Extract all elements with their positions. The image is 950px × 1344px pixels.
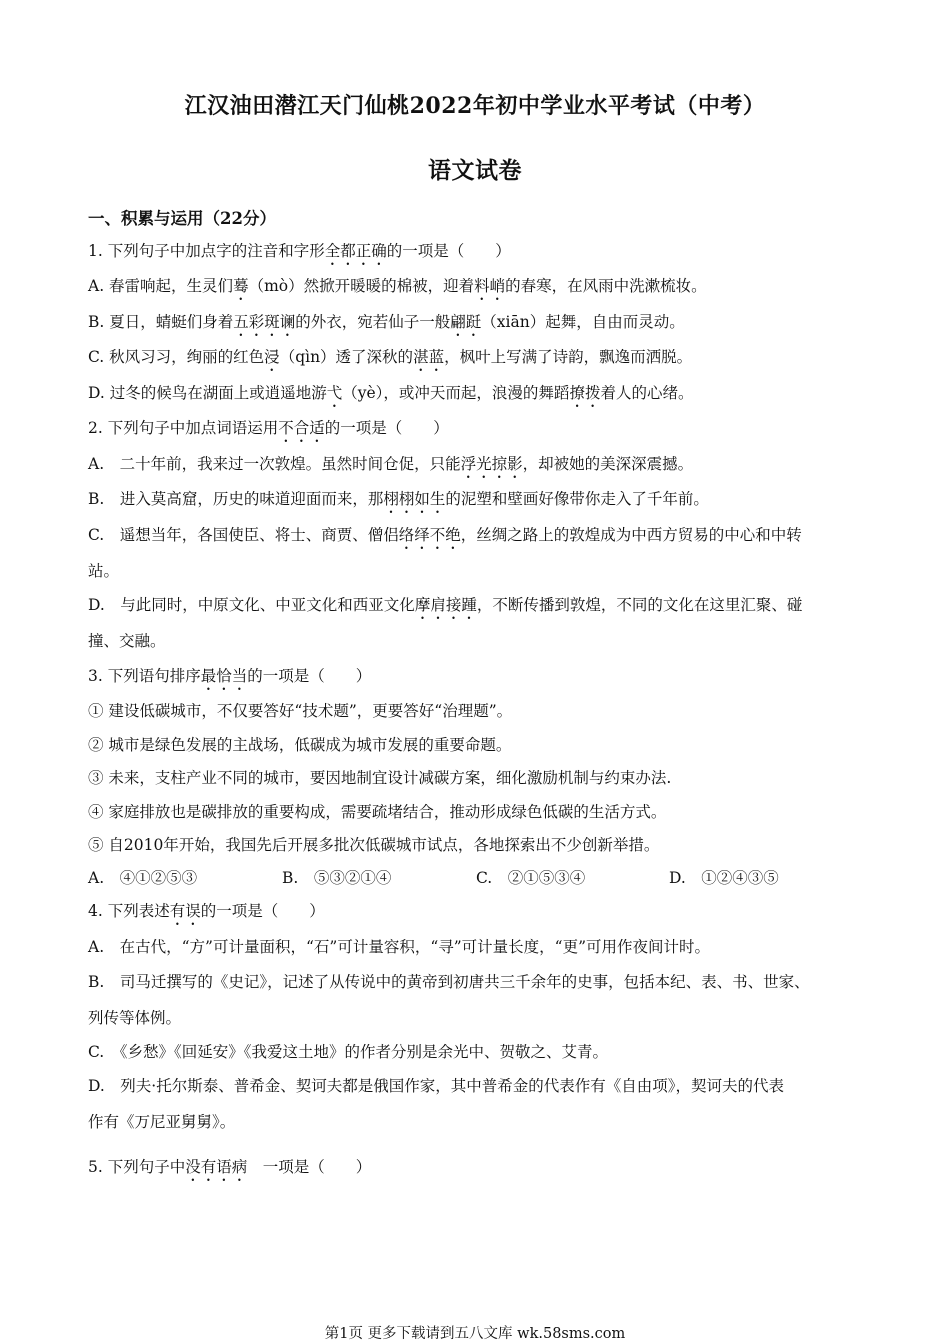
- q3-option-a: A. ④①②⑤③: [88, 869, 198, 887]
- q4-option-b: B. 司马迁撰写的《史记》，记述了从传说中的黄帝到初唐共三千余年的史事，包括本纪、表、书、世家、: [88, 973, 810, 991]
- q1-option-d: D. 过冬的候鸟在湖面上或逍遥地游弋（yè），或冲天而起，浪漫的舞蹈撩拨着人的心绪。: [88, 384, 694, 402]
- q3-sentence-3: ③ 未来，支柱产业不同的城市，要因地制宜设计减碳方案，细化激励机制与约束办法.: [88, 769, 672, 787]
- q4-option-b-continued: 列传等体例。: [88, 1009, 182, 1027]
- q3-sentence-5: ⑤ 自2010年开始，我国先后开展多批次低碳城市试点，各地探索出不少创新举措。: [88, 836, 660, 854]
- q2-option-d-continued: 撞、交融。: [88, 632, 166, 650]
- q2-option-c-continued: 站。: [88, 562, 120, 580]
- q3-option-c: C. ②①⑤③④: [476, 869, 586, 887]
- page-footer: 第1页 更多下载请到五八文库 wk.58sms.com: [324, 1326, 626, 1342]
- q1-option-b: B. 夏日，蜻蜓们身着五彩斑谰的外衣，宛若仙子一般翩跹（xiān）起舞，自由而灵动。: [88, 313, 685, 331]
- section-heading: 一、积累与运用（22分）: [88, 209, 276, 228]
- q3-option-b: B. ⑤③②①④: [282, 869, 392, 887]
- q1-option-a: A. 春雷响起，生灵们蓦（mò）然掀开暖暖的棉被，迎着料峭的春寒，在风雨中洗漱梳妆。: [88, 277, 707, 295]
- q3-sentence-2: ② 城市是绿色发展的主战场，低碳成为城市发展的重要命题。: [88, 736, 512, 754]
- q2-option-d: D. 与此同时，中原文化、中亚文化和西亚文化摩肩接踵，不断传播到敦煌，不同的文化在这里汇聚、碰: [88, 596, 803, 614]
- q1-option-c: C. 秋风习习，绚丽的红色浸（qìn）透了深秋的湛蓝，枫叶上写满了诗韵，飘逸而洒脱。: [88, 348, 693, 366]
- q4-option-d-continued: 作有《万尼亚舅舅》。: [88, 1113, 236, 1131]
- exam-title: 江汉油田潜江天门仙桃2022年初中学业水平考试（中考）: [184, 93, 766, 119]
- q4-stem: 4. 下列表述有误的一项是（ ）: [88, 902, 325, 920]
- q3-option-d: D. ①②④③⑤: [669, 869, 779, 887]
- q4-option-c: C. 《乡愁》《回延安》《我爱这土地》的作者分别是余光中、贺敬之、艾青。: [88, 1043, 608, 1061]
- q3-sentence-4: ④ 家庭排放也是碳排放的重要构成，需要疏堵结合，推动形成绿色低碳的生活方式。: [88, 803, 667, 821]
- q3-stem: 3. 下列语句排序最恰当的一项是（ ）: [88, 667, 372, 685]
- q4-option-d: D. 列夫·托尔斯泰、普希金、契诃夫都是俄国作家，其中普希金的代表作有《自由项》，契诃夫的代表: [88, 1077, 784, 1095]
- q2-option-c: C. 遥想当年，各国使臣、将士、商贾、僧侣络绎不绝，丝绸之路上的敦煌成为中西方贸易的中心和中转: [88, 526, 802, 544]
- q2-stem: 2. 下列句子中加点词语运用不合适的一项是（ ）: [88, 419, 449, 437]
- q1-stem: 1. 下列句子中加点字的注音和字形全都正确的一项是（ ）: [88, 242, 511, 260]
- q2-option-b: B. 进入莫高窟，历史的味道迎面而来，那栩栩如生的泥塑和壁画好像带你走入了千年前。: [88, 490, 709, 508]
- q5-stem: 5. 下列句子中没有语病 一项是（ ）: [88, 1158, 372, 1176]
- q4-option-a: A. 在古代，“方”可计量面积，“石”可计量容积，“寻”可计量长度，“更”可用作夜间计时。: [88, 938, 711, 956]
- q2-option-a: A. 二十年前，我来过一次敦煌。虽然时间仓促，只能浮光掠影，却被她的美深深震撼。: [88, 455, 694, 473]
- q3-sentence-1: ① 建设低碳城市，不仅要答好“技术题”，更要答好“治理题”。: [88, 702, 513, 720]
- exam-subtitle: 语文试卷: [428, 157, 522, 184]
